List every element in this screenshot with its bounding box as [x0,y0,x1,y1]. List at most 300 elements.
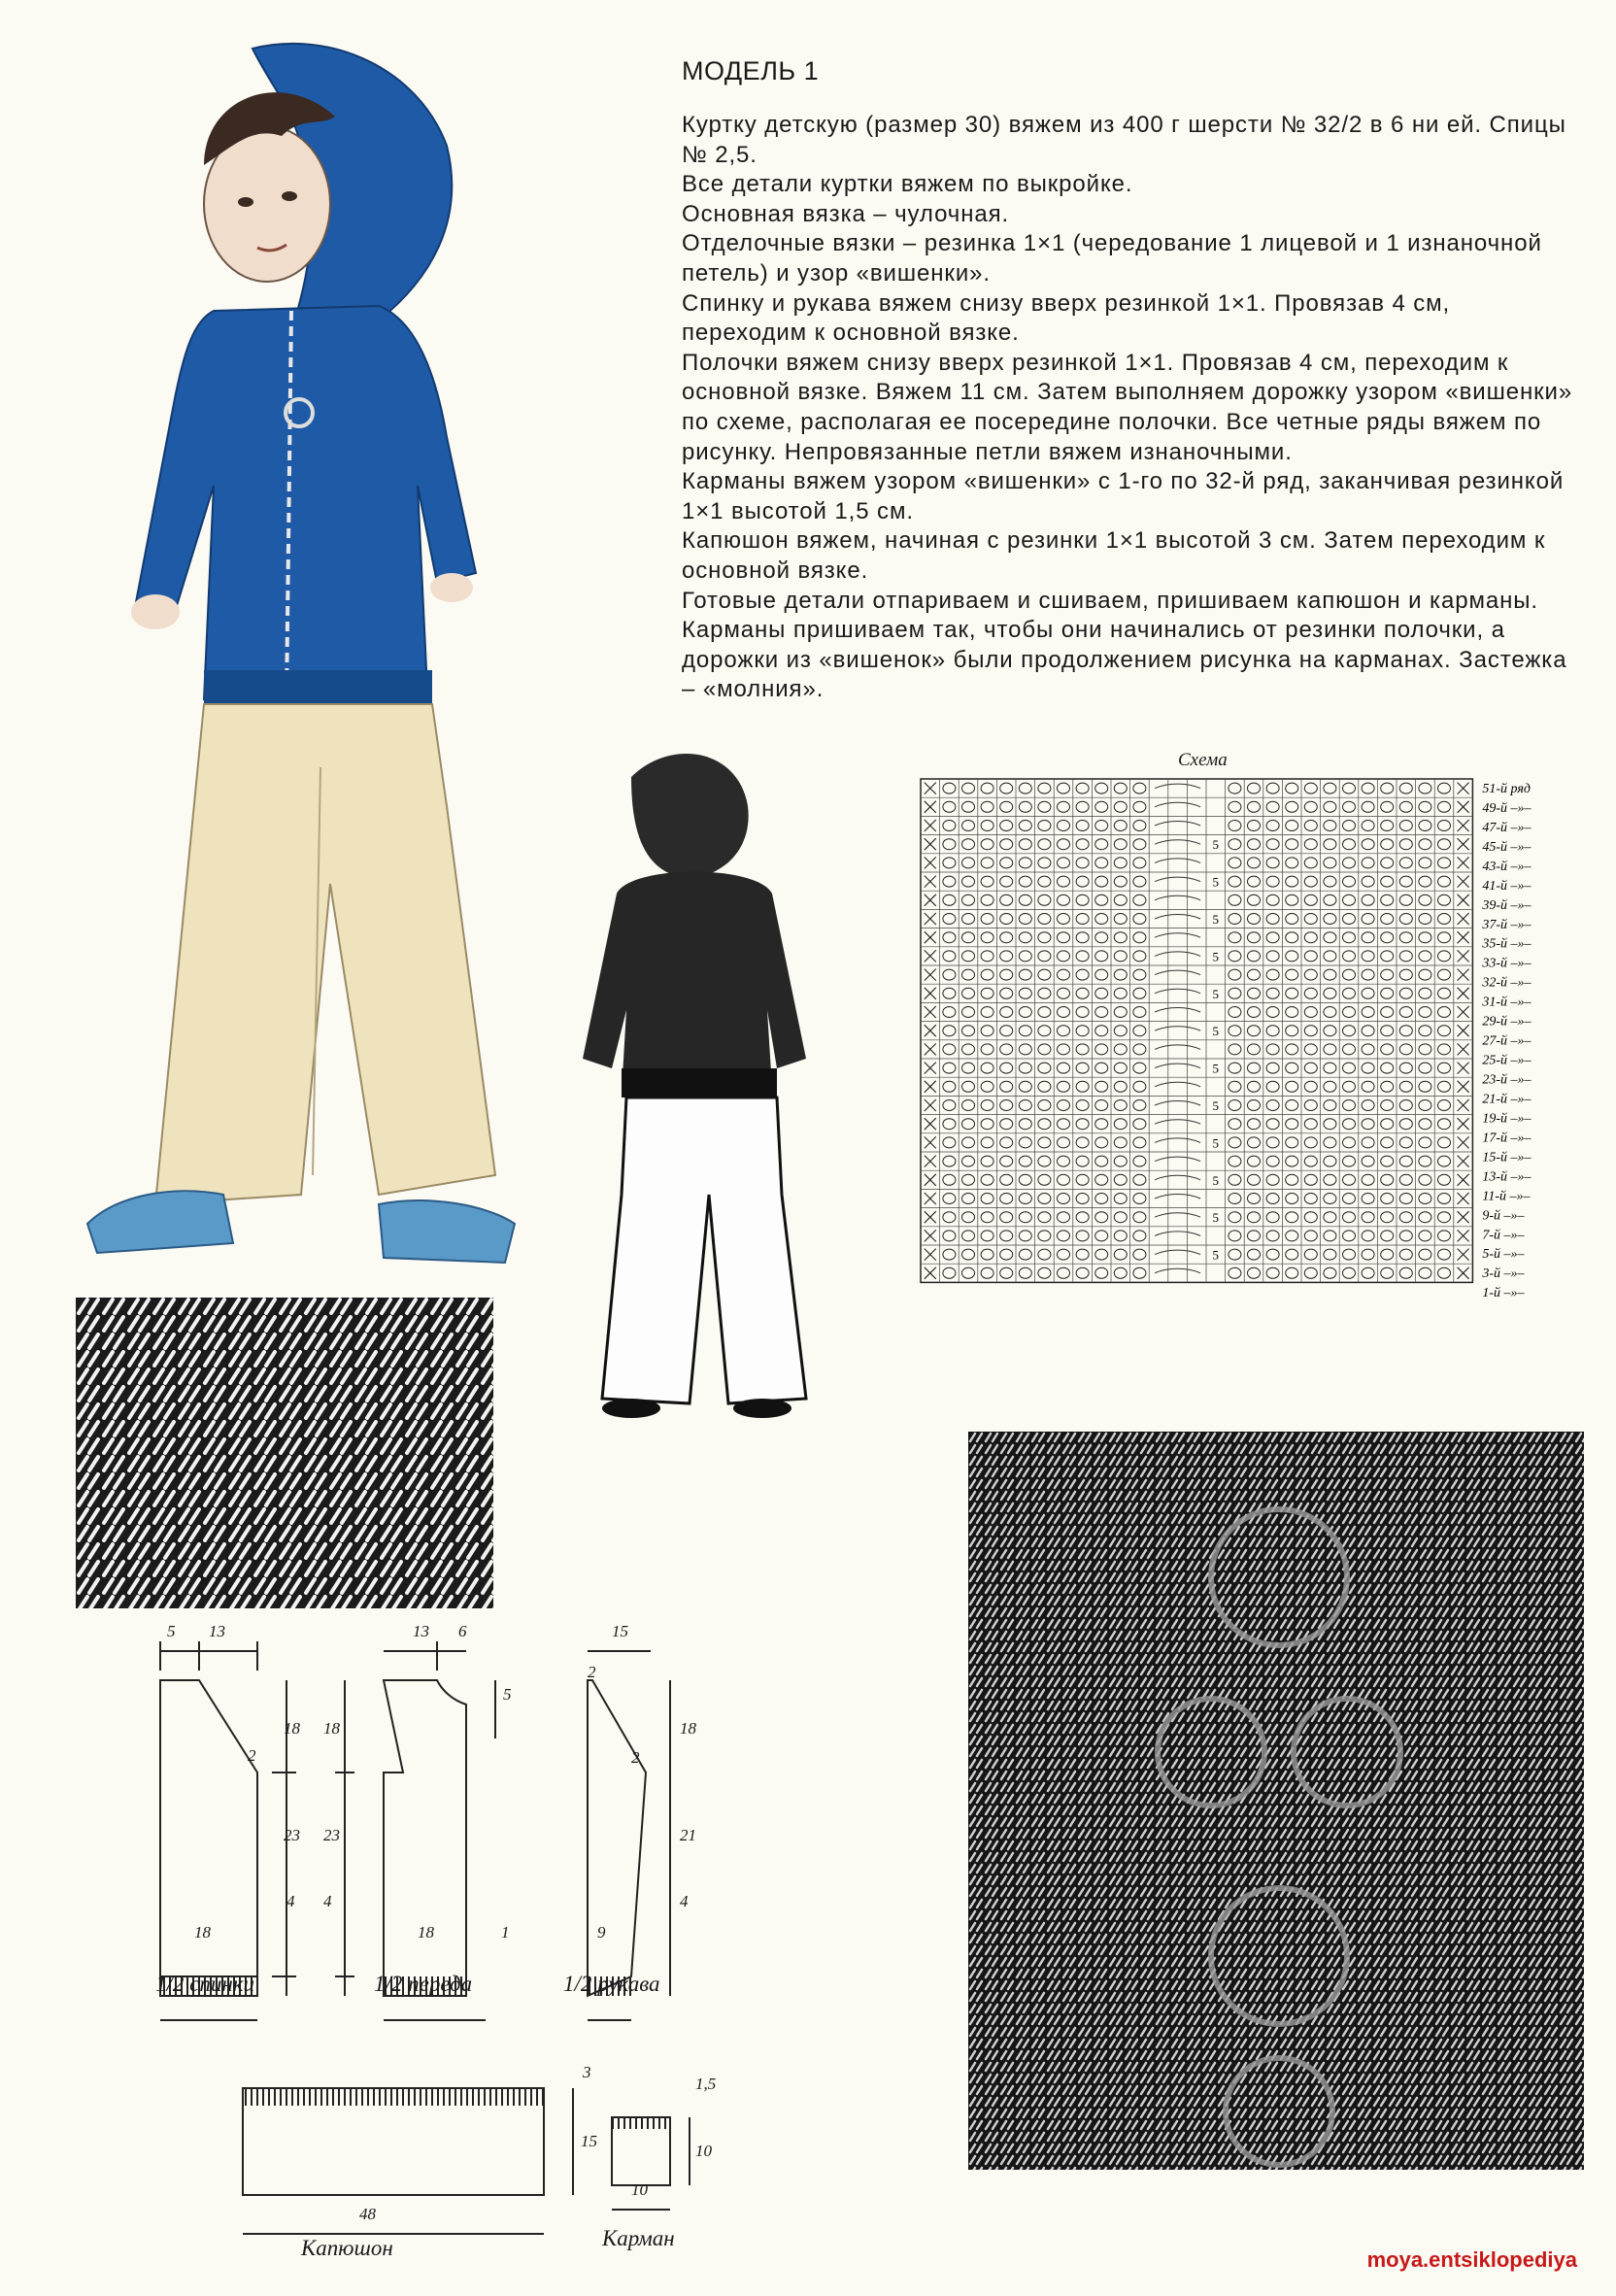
edge-stitch-symbol [1458,1267,1469,1279]
edge-stitch-symbol [925,895,936,906]
purl-stitch-symbol [1038,1026,1051,1036]
purl-stitch-symbol [1076,1063,1089,1073]
purl-stitch-symbol [1058,1249,1070,1260]
purl-stitch-symbol [1304,1044,1317,1055]
dim-label: 9 [597,1923,606,1941]
purl-stitch-symbol [981,783,993,793]
purl-stitch-symbol [1076,1156,1089,1166]
purl-stitch-symbol [1019,895,1031,905]
purl-stitch-symbol [1019,1100,1031,1111]
purl-stitch-symbol [1324,876,1336,887]
purl-stitch-symbol [1304,821,1317,831]
purl-stitch-symbol [1266,1063,1279,1073]
purl-stitch-symbol [943,1174,956,1185]
dim-label: 21 [680,1826,696,1844]
purl-stitch-symbol [1266,951,1279,962]
edge-stitch-symbol [925,1174,936,1186]
purl-stitch-symbol [1000,1063,1013,1073]
cherry-stitch-symbol [1155,822,1200,827]
edge-stitch-symbol [1458,1006,1469,1018]
row-label: 13-й –»– [1482,1169,1532,1185]
purl-stitch-symbol [962,1007,975,1018]
purl-stitch-symbol [1248,821,1261,831]
purl-stitch-symbol [1324,969,1336,980]
edge-stitch-symbol [1458,1211,1469,1223]
purl-stitch-symbol [1399,1231,1412,1241]
dim-label: 5 [503,1685,512,1704]
purl-stitch-symbol [1362,1063,1374,1073]
purl-stitch-symbol [1095,1081,1108,1092]
stitch-count-mark: 5 [1212,949,1220,964]
purl-stitch-symbol [1343,895,1356,905]
purl-stitch-symbol [1076,988,1089,998]
purl-stitch-symbol [1419,821,1431,831]
purl-stitch-symbol [1438,876,1451,887]
purl-stitch-symbol [1000,876,1013,887]
purl-stitch-symbol [1000,1212,1013,1223]
purl-stitch-symbol [943,783,956,793]
dim-label: 2 [248,1746,256,1765]
schema-chart [919,777,1599,1306]
purl-stitch-symbol [1324,951,1336,962]
purl-stitch-symbol [1438,1231,1451,1241]
cherry-stitch-symbol [1155,1138,1200,1143]
purl-stitch-symbol [1095,1119,1108,1130]
purl-stitch-symbol [1114,914,1127,925]
purl-stitch-symbol [1324,1044,1336,1055]
purl-stitch-symbol [1058,1174,1070,1185]
purl-stitch-symbol [962,783,975,793]
stitch-count-mark: 5 [1212,1061,1220,1076]
purl-stitch-symbol [1114,1044,1127,1055]
purl-stitch-symbol [1362,858,1374,868]
purl-stitch-symbol [1286,1063,1298,1073]
cherry-stitch-symbol [1155,1120,1200,1125]
dim-label: 1 [501,1923,510,1941]
purl-stitch-symbol [1248,801,1261,812]
schema-title: Схема [1178,750,1228,770]
purl-stitch-symbol [1381,783,1394,793]
stitch-count-mark: 5 [1212,912,1220,927]
purl-stitch-symbol [1399,839,1412,850]
purl-stitch-symbol [1058,988,1070,998]
purl-stitch-symbol [1019,1194,1031,1204]
purl-stitch-symbol [1133,1137,1146,1148]
purl-stitch-symbol [1248,783,1261,793]
purl-stitch-symbol [1362,1100,1374,1111]
purl-stitch-symbol [1076,1081,1089,1092]
purl-stitch-symbol [1095,1063,1108,1073]
stitch-count-mark: 5 [1212,1210,1220,1226]
purl-stitch-symbol [981,839,993,850]
purl-stitch-symbol [1038,821,1051,831]
purl-stitch-symbol [1133,839,1146,850]
purl-stitch-symbol [1076,1137,1089,1148]
purl-stitch-symbol [1076,1026,1089,1036]
purl-stitch-symbol [1019,1156,1031,1166]
purl-stitch-symbol [1343,801,1356,812]
purl-stitch-symbol [1266,1137,1279,1148]
purl-stitch-symbol [1438,1156,1451,1166]
purl-stitch-symbol [1399,895,1412,905]
purl-stitch-symbol [1304,1231,1317,1241]
purl-stitch-symbol [1133,895,1146,905]
purl-stitch-symbol [1438,1119,1451,1130]
purl-stitch-symbol [1019,839,1031,850]
purl-stitch-symbol [1399,1267,1412,1278]
purl-stitch-symbol [1381,1156,1394,1166]
purl-stitch-symbol [1266,1156,1279,1166]
purl-stitch-symbol [1038,895,1051,905]
purl-stitch-symbol [1248,1063,1261,1073]
dim-label: 18 [194,1923,211,1941]
purl-stitch-symbol [1304,1007,1317,1018]
purl-stitch-symbol [1362,1174,1374,1185]
purl-stitch-symbol [1114,858,1127,868]
purl-stitch-symbol [1229,1007,1241,1018]
purl-stitch-symbol [1000,969,1013,980]
purl-stitch-symbol [1438,1081,1451,1092]
purl-stitch-symbol [1114,988,1127,998]
purl-stitch-symbol [1304,801,1317,812]
purl-stitch-symbol [1058,895,1070,905]
purl-stitch-symbol [1419,969,1431,980]
purl-stitch-symbol [943,1100,956,1111]
purl-stitch-symbol [1324,988,1336,998]
purl-stitch-symbol [1399,1249,1412,1260]
purl-stitch-symbol [1438,895,1451,905]
purl-stitch-symbol [1000,821,1013,831]
purl-stitch-symbol [1114,801,1127,812]
purl-stitch-symbol [1381,1267,1394,1278]
purl-stitch-symbol [981,988,993,998]
purl-stitch-symbol [1324,1026,1336,1036]
purl-stitch-symbol [1362,1119,1374,1130]
purl-stitch-symbol [1419,1174,1431,1185]
purl-stitch-symbol [1343,1026,1356,1036]
purl-stitch-symbol [1304,1194,1317,1204]
purl-stitch-symbol [1058,1044,1070,1055]
purl-stitch-symbol [1286,1081,1298,1092]
purl-stitch-symbol [1114,969,1127,980]
purl-stitch-symbol [1324,895,1336,905]
purl-stitch-symbol [1095,821,1108,831]
purl-stitch-symbol [1419,801,1431,812]
purl-stitch-symbol [1362,988,1374,998]
purl-stitch-symbol [1343,858,1356,868]
purl-stitch-symbol [1419,839,1431,850]
purl-stitch-symbol [1133,1007,1146,1018]
paragraph: Полочки вяжем снизу вверх резинкой 1×1. Провязав 4 см, переходим к основной вязке. Вяжем 11 см. Затем выполняем дорожку узором «вишенки» по схеме, располагая ее посередине полочки. Все четные ряды вяжем по рисунку. Непровязанные петли вяжем изнаночными. [682,349,1573,465]
dim-label: 10 [631,2180,648,2199]
cherry-stitch-symbol [1155,952,1200,957]
purl-stitch-symbol [1038,1156,1051,1166]
purl-stitch-symbol [1248,1267,1261,1278]
purl-stitch-symbol [962,1194,975,1204]
cherry-stitch-symbol [1155,1175,1200,1180]
purl-stitch-symbol [1324,914,1336,925]
purl-stitch-symbol [1286,783,1298,793]
purl-stitch-symbol [1133,1100,1146,1111]
edge-stitch-symbol [1458,1118,1469,1130]
purl-stitch-symbol [1038,858,1051,868]
purl-stitch-symbol [1286,1100,1298,1111]
purl-stitch-symbol [1095,914,1108,925]
purl-stitch-symbol [1114,1026,1127,1036]
purl-stitch-symbol [981,1194,993,1204]
purl-stitch-symbol [1304,1137,1317,1148]
purl-stitch-symbol [1248,1100,1261,1111]
purl-stitch-symbol [1019,969,1031,980]
dim-label: 10 [695,2142,712,2160]
purl-stitch-symbol [1286,1119,1298,1130]
purl-stitch-symbol [1419,1267,1431,1278]
dim-label: 18 [284,1719,300,1738]
purl-stitch-symbol [962,969,975,980]
dim-label: 2 [588,1663,596,1681]
purl-stitch-symbol [1399,932,1412,943]
cherry-stitch-symbol [1155,970,1200,975]
purl-stitch-symbol [1438,1044,1451,1055]
purl-stitch-symbol [1095,839,1108,850]
purl-stitch-symbol [1286,988,1298,998]
purl-stitch-symbol [1019,1137,1031,1148]
purl-stitch-symbol [1229,969,1241,980]
child-back-illustration [573,738,816,1418]
purl-stitch-symbol [1000,783,1013,793]
purl-stitch-symbol [1076,914,1089,925]
purl-stitch-symbol [1304,783,1317,793]
purl-stitch-symbol [1076,895,1089,905]
purl-stitch-symbol [1266,801,1279,812]
purl-stitch-symbol [943,1249,956,1260]
purl-stitch-symbol [1381,1194,1394,1204]
purl-stitch-symbol [1133,1231,1146,1241]
edge-stitch-symbol [925,1156,936,1167]
purl-stitch-symbol [943,1026,956,1036]
purl-stitch-symbol [1058,821,1070,831]
purl-stitch-symbol [1266,895,1279,905]
purl-stitch-symbol [1058,1081,1070,1092]
purl-stitch-symbol [1133,1174,1146,1185]
purl-stitch-symbol [1399,1007,1412,1018]
purl-stitch-symbol [1248,1044,1261,1055]
purl-stitch-symbol [1399,858,1412,868]
purl-stitch-symbol [1304,1212,1317,1223]
edge-stitch-symbol [1458,1174,1469,1186]
row-label: 41-й –»– [1482,878,1532,894]
purl-stitch-symbol [1266,1044,1279,1055]
purl-stitch-symbol [1286,821,1298,831]
purl-stitch-symbol [1114,1007,1127,1018]
purl-stitch-symbol [1343,1212,1356,1223]
purl-stitch-symbol [1000,1137,1013,1148]
purl-stitch-symbol [1419,1231,1431,1241]
purl-stitch-symbol [1229,1119,1241,1130]
purl-stitch-symbol [1399,1137,1412,1148]
purl-stitch-symbol [1381,1044,1394,1055]
purl-stitch-symbol [1133,1044,1146,1055]
purl-stitch-symbol [1266,839,1279,850]
purl-stitch-symbol [1038,1137,1051,1148]
purl-stitch-symbol [1248,1231,1261,1241]
purl-stitch-symbol [943,914,956,925]
cherry-stitch-symbol [1155,802,1200,807]
purl-stitch-symbol [1381,1026,1394,1036]
purl-stitch-symbol [1438,1007,1451,1018]
purl-stitch-symbol [1362,1267,1374,1278]
row-label: 25-й –»– [1482,1053,1532,1068]
purl-stitch-symbol [1248,1156,1261,1166]
purl-stitch-symbol [1362,1026,1374,1036]
purl-stitch-symbol [1266,914,1279,925]
purl-stitch-symbol [1266,1026,1279,1036]
edge-stitch-symbol [1458,1136,1469,1148]
purl-stitch-symbol [981,1156,993,1166]
purl-stitch-symbol [1229,895,1241,905]
purl-stitch-symbol [1286,876,1298,887]
cherry-stitch-symbol [1155,1250,1200,1255]
stitch-count-mark: 5 [1212,874,1220,890]
edge-stitch-symbol [925,1063,936,1074]
purl-stitch-symbol [1038,1174,1051,1185]
purl-stitch-symbol [1229,1174,1241,1185]
row-label: 39-й –»– [1482,897,1532,913]
purl-stitch-symbol [1286,932,1298,943]
purl-stitch-symbol [1324,1174,1336,1185]
purl-stitch-symbol [1324,1156,1336,1166]
dim-label: 15 [581,2132,597,2150]
purl-stitch-symbol [962,1081,975,1092]
purl-stitch-symbol [1304,1026,1317,1036]
purl-stitch-symbol [1399,988,1412,998]
purl-stitch-symbol [1095,932,1108,943]
purl-stitch-symbol [1438,783,1451,793]
purl-stitch-symbol [1362,783,1374,793]
cherry-stitch-symbol [1155,1027,1200,1031]
purl-stitch-symbol [1324,1231,1336,1241]
purl-stitch-symbol [1419,1100,1431,1111]
purl-stitch-symbol [1058,1063,1070,1073]
purl-stitch-symbol [1114,1249,1127,1260]
purl-stitch-symbol [1343,1119,1356,1130]
purl-stitch-symbol [1286,1044,1298,1055]
purl-stitch-symbol [1438,1063,1451,1073]
purl-stitch-symbol [943,1119,956,1130]
purl-stitch-symbol [1038,1119,1051,1130]
row-label: 35-й –»– [1482,936,1532,952]
dim-label: 13 [209,1622,225,1640]
purl-stitch-symbol [1248,914,1261,925]
purl-stitch-symbol [1133,1249,1146,1260]
purl-stitch-symbol [962,1044,975,1055]
purl-stitch-symbol [1419,951,1431,962]
purl-stitch-symbol [943,1194,956,1204]
row-label: 51-й ряд [1482,782,1531,796]
purl-stitch-symbol [1114,783,1127,793]
purl-stitch-symbol [1076,1249,1089,1260]
purl-stitch-symbol [1324,1119,1336,1130]
purl-stitch-symbol [981,876,993,887]
front-outline [384,1680,466,1996]
purl-stitch-symbol [962,1137,975,1148]
purl-stitch-symbol [1229,932,1241,943]
purl-stitch-symbol [1304,1063,1317,1073]
purl-stitch-symbol [1362,1044,1374,1055]
edge-stitch-symbol [1458,1249,1469,1261]
purl-stitch-symbol [962,1231,975,1241]
purl-stitch-symbol [1381,821,1394,831]
purl-stitch-symbol [1095,1231,1108,1241]
edge-stitch-symbol [925,931,936,943]
purl-stitch-symbol [1362,932,1374,943]
dim-label: 5 [167,1622,176,1640]
purl-stitch-symbol [1324,932,1336,943]
purl-stitch-symbol [1133,1156,1146,1166]
purl-stitch-symbol [981,1249,993,1260]
purl-stitch-symbol [1133,951,1146,962]
purl-stitch-symbol [1076,876,1089,887]
edge-stitch-symbol [1458,1193,1469,1204]
row-label: 49-й –»– [1482,800,1532,816]
edge-stitch-symbol [1458,1156,1469,1167]
purl-stitch-symbol [1419,1119,1431,1130]
cherry-stitch-symbol [1155,859,1200,863]
purl-stitch-symbol [1114,1212,1127,1223]
purl-stitch-symbol [1399,969,1412,980]
purl-stitch-symbol [1266,1100,1279,1111]
purl-stitch-symbol [1229,914,1241,925]
row-label: 43-й –»– [1482,859,1532,874]
row-label: 17-й –»– [1482,1131,1532,1146]
purl-stitch-symbol [1095,801,1108,812]
purl-stitch-symbol [1248,1081,1261,1092]
purl-stitch-symbol [943,839,956,850]
purl-stitch-symbol [943,1156,956,1166]
purl-stitch-symbol [1419,932,1431,943]
cherry-stitch-symbol [1155,1082,1200,1087]
edge-stitch-symbol [925,969,936,981]
purl-stitch-symbol [1000,1174,1013,1185]
purl-stitch-symbol [1304,858,1317,868]
edge-stitch-symbol [1458,1099,1469,1111]
edge-stitch-symbol [1458,801,1469,813]
purl-stitch-symbol [1266,1267,1279,1278]
stitch-count-mark: 5 [1212,986,1220,1001]
purl-stitch-symbol [1133,1063,1146,1073]
purl-stitch-symbol [1095,1007,1108,1018]
purl-stitch-symbol [1019,1063,1031,1073]
purl-stitch-symbol [943,988,956,998]
edge-stitch-symbol [925,820,936,831]
purl-stitch-symbol [1381,801,1394,812]
purl-stitch-symbol [1133,1212,1146,1223]
purl-stitch-symbol [1076,783,1089,793]
purl-stitch-symbol [943,801,956,812]
purl-stitch-symbol [1324,1194,1336,1204]
purl-stitch-symbol [1229,1212,1241,1223]
purl-stitch-symbol [1286,1007,1298,1018]
purl-stitch-symbol [1000,1044,1013,1055]
purl-stitch-symbol [1343,1007,1356,1018]
purl-stitch-symbol [1304,932,1317,943]
purl-stitch-symbol [1038,1063,1051,1073]
purl-stitch-symbol [1399,1081,1412,1092]
purl-stitch-symbol [1324,1063,1336,1073]
purl-stitch-symbol [1229,1194,1241,1204]
edge-stitch-symbol [1458,1025,1469,1036]
dim-label: 48 [359,2205,376,2223]
